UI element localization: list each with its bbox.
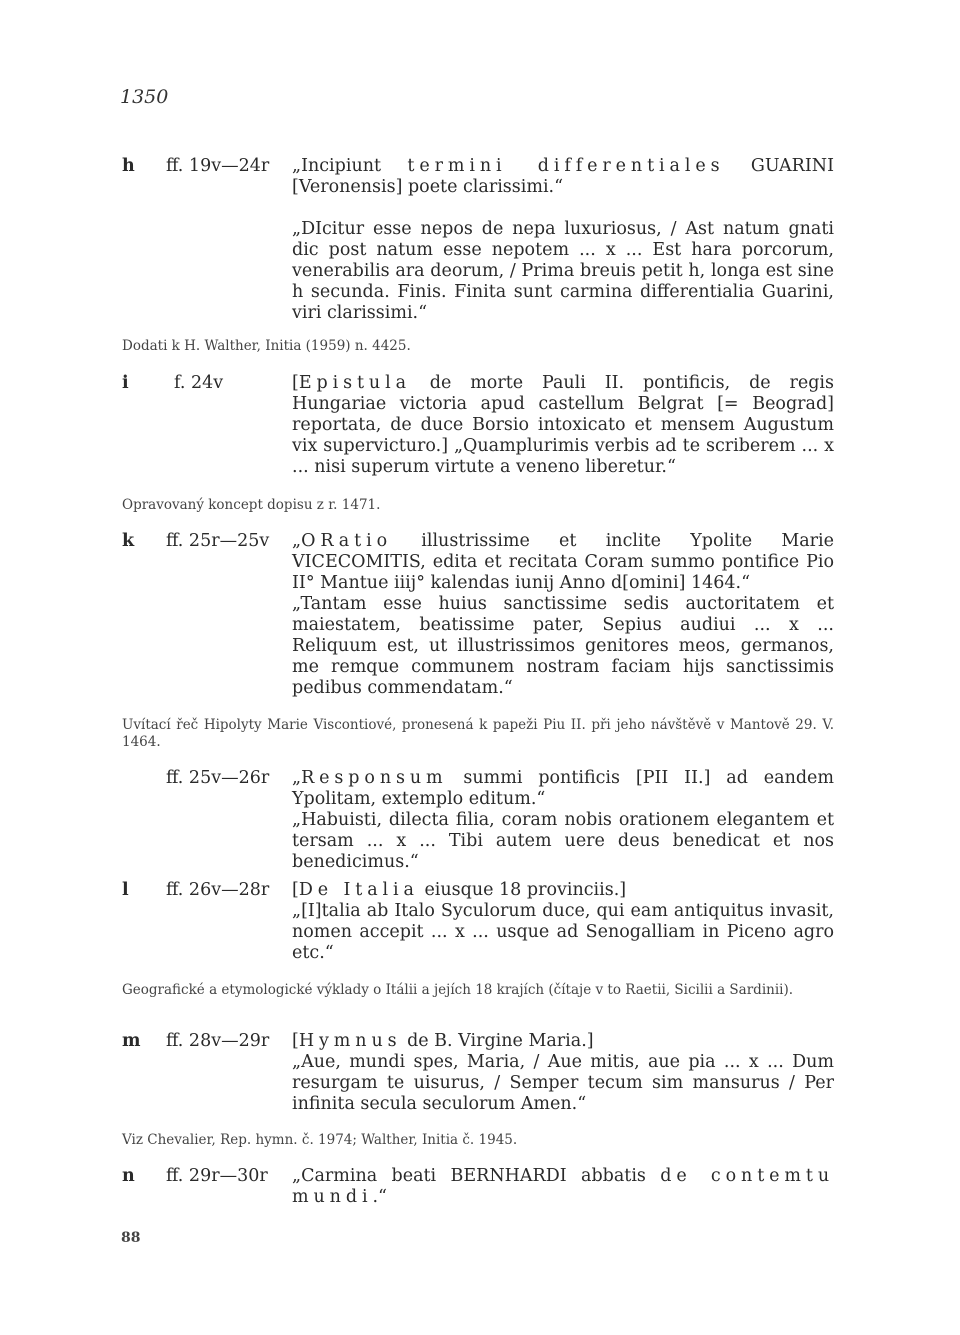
- folio-range: ff. 19v—24r: [166, 156, 270, 176]
- folio-range: ff. 26v—28r: [166, 880, 270, 900]
- entry-incipit: „DIcitur esse nepos de nepa luxuriosus, / Ast natum gnati dic post natum esse nepotem ... x ... Est hara porcorum, venerabilis ara deorum, / Prima breuis petit h, longa est sine h secunda. Finis. Finita sunt carmina differentialia Guarini, viri clarissimi.“: [292, 219, 834, 323]
- entry-title: „Responsum summi pontificis [PII II.] ad eandem Ypolitam, extemplo editum.“: [292, 768, 834, 809]
- entry-body: [292, 1031, 834, 1115]
- entry-note: Viz Chevalier, Rep. hymn. č. 1974; Walther, Initia č. 1945.: [122, 1132, 518, 1148]
- entry-body: [292, 531, 834, 699]
- folio-range: ff. 28v—29r: [166, 1031, 270, 1051]
- entry-note: Dodati k H. Walther, Initia (1959) n. 4425.: [122, 338, 411, 354]
- entry-body: [292, 880, 834, 964]
- entry-title: „Carmina beati BERNHARDI abbatis de contemtu mundi.“: [292, 1166, 835, 1207]
- entry-letter: m: [122, 1031, 141, 1051]
- entry-body: [292, 768, 834, 873]
- entry-letter: l: [122, 880, 129, 900]
- entry-incipit: „Aue, mundi spes, Maria, / Aue mitis, aue pia ... x ... Dum resurgam te uisurus, / Semper tecum sim mansurus / Per infinita secula seculorum Amen.“: [292, 1052, 834, 1114]
- entry-note: Uvítací řeč Hipolyty Marie Viscontiové, pronesená k papeži Piu II. při jeho návštěvě v Mantově 29. V. 1464.: [122, 717, 834, 750]
- entry-title: [Epistula de morte Pauli II. pontificis, de regis Hungariae victoria apud castellum Belgrat [= Beograd] reportata, de duce Borsio intoxicato et mensem Augustum vix supervicturo.] „Quamplurimis verbis ad te scriberem ... x ... nisi superum virtute a veneno liberetur.“: [292, 373, 834, 477]
- entry-note: Opravovaný koncept dopisu z r. 1471.: [122, 497, 381, 513]
- entry-letter: n: [122, 1166, 135, 1186]
- folio-range: ff. 25r—25v: [166, 531, 270, 551]
- entry-body: [292, 1166, 834, 1208]
- entry-incipit: „[I]talia ab Italo Syculorum duce, qui eam antiquitus invasit, nomen accepit ... x ... usque ad Senogalliam in Piceno agro etc.“: [292, 901, 834, 963]
- entry-letter: h: [122, 156, 135, 176]
- footer-page-number: 88: [121, 1230, 141, 1246]
- folio-range: f. 24v: [174, 373, 224, 393]
- entry-letter: k: [122, 531, 135, 551]
- entry-title: [De Italia eiusque 18 provinciis.]: [292, 880, 627, 900]
- folio-range: ff. 29r—30r: [166, 1166, 268, 1186]
- entry-letter: i: [122, 373, 129, 393]
- folio-range: ff. 25v—26r: [166, 768, 270, 788]
- entry-note: Geografické a etymologické výklady o Itálii a jejích 18 krajích (čítaje v to Raetii, Sicilii a Sardinii).: [122, 982, 794, 998]
- entry-incipit: „Tantam esse huius sanctissime sedis auctoritatem et maiestatem, beatissime pater, Sepius audiui ... x ... Reliquum est, ut illustrissimos genitores meos, germanos, me remque communem nostram faciam hijs sanctissimis pedibus commendatam.“: [292, 594, 834, 698]
- entry-title: [Hymnus de B. Virgine Maria.]: [292, 1031, 594, 1051]
- entry-body: [292, 156, 834, 324]
- entry-body: [292, 373, 834, 478]
- page-number: 1350: [120, 86, 169, 108]
- entry-title: „ORatio illustrissime et inclite Ypolite Marie VICECOMITIS, edita et recitata Coram summo pontifice Pio II° Mantue iiij° kalendas iunij Anno d[omini] 1464.“: [292, 531, 834, 593]
- entry-title: „Incipiunt termini differentiales GUARINI [Veronensis] poete clarissimi.“: [292, 156, 834, 197]
- entry-incipit: „Habuisti, dilecta filia, coram nobis orationem elegantem et tersam ... x ... Tibi autem uere deus benedicat et nos benedicimus.“: [292, 810, 834, 872]
